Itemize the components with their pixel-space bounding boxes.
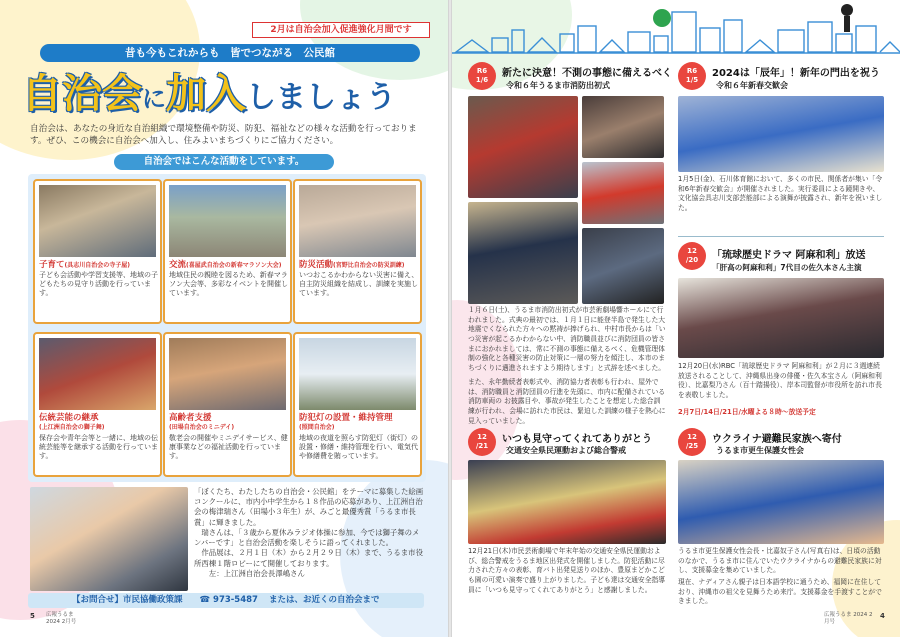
article-body: 12月21日(木)市民芸術劇場で年末年始の交通安全県民運動および、総合警戒をうるま地区出発式を開催しました。防犯活動に尽力された方々の表彰、育バト出発見送りのほか、豊原まどかこども園の可愛い演奏で盛り上がりました。子ども達は交通安全指導員に「いつも見守ってくれてありがとう」と感謝しました。 bbox=[468, 547, 666, 594]
activity-title: 交流(喜屋武自治会の新春マラソン大会) bbox=[169, 260, 282, 270]
activity-photo-streetlight bbox=[299, 338, 416, 410]
left-page bbox=[0, 0, 448, 637]
activity-photo-elderly bbox=[169, 338, 286, 410]
award-story-p1: 「ぼくたち、わたしたちの自治会・公民館」をテーマに募集した絵画コンクールに、市内小中学生から１８作品の応募があり、上江洲自治会の梅津瑞さん（田場小３年生）が、みごと最優秀賞「うるま市長賞」に輝きました。 bbox=[194, 487, 424, 527]
award-story-caption: 左：上江洲自治会長澤嶋さん bbox=[208, 568, 305, 578]
activity-photo-tradition bbox=[39, 338, 156, 410]
article-title: 新たに決意！不測の事態に備えるべく bbox=[502, 68, 672, 79]
article-date-badge: R6 1/6 bbox=[468, 62, 496, 90]
article-title: いつも見守ってくれてありがとう bbox=[502, 434, 652, 445]
award-photo bbox=[30, 487, 188, 591]
article-body: うるま市更生保護女性会長・比嘉奴子さん(写真右)は、日頃の活動のなかで、うるま市に住んでいたウクライナからの避難民家族に対し、支援募金を集めていました。 bbox=[678, 547, 882, 575]
fire-photo-parade bbox=[468, 96, 578, 198]
fire-photo-officers bbox=[468, 202, 578, 304]
footer-right: 広報うるま 2024 2月号 bbox=[824, 612, 873, 626]
activity-subtitle: (具志川自治会の寺子屋) bbox=[64, 262, 131, 269]
ukraine-photo bbox=[678, 460, 884, 544]
article-title: ウクライナ避難民家族へ寄付 bbox=[712, 434, 842, 445]
fire-photo-audience bbox=[582, 228, 664, 304]
new-year-photo bbox=[678, 96, 884, 172]
article-body: １月６日(土)、うるま市消防出初式が市芸術劇場響ホールにて行われました。式典の最初では、１月１日に能登半島で発生した大地震でくなられた方々への黙祷が捧げられ、中村市長からは「いつ災害が起こるかわからない中、消防職員並びに消防団員の皆さまにおかれましては、常に不測の事態に備えるべく、危機管理体制の強化と各種災害の防止対策に一層の努力を傾注し、本市のまちづくりに邁進されますよう期待します」と式辞を述べました。 bbox=[468, 306, 666, 372]
activity-subtitle: (照間自治会) bbox=[299, 424, 335, 431]
activity-photo-exchange bbox=[169, 185, 286, 257]
headline-part3: 加入 bbox=[166, 71, 246, 117]
activity-title: 高齢者支援 bbox=[169, 413, 212, 423]
activity-card-elderly bbox=[163, 332, 292, 477]
headline-part4: しましょう bbox=[246, 80, 396, 115]
activity-desc: いつおこるかわからない災害に備え、自主防災組織を結成し、訓練を実施しています。 bbox=[299, 271, 419, 298]
article-note: 2月7日/14日/21日/水曜よる８時〜放送予定 bbox=[678, 408, 816, 416]
activity-title: 子育て(具志川自治会の寺子屋) bbox=[39, 260, 131, 270]
traffic-photo bbox=[468, 460, 666, 544]
activity-card-childcare bbox=[33, 179, 162, 324]
award-story bbox=[194, 487, 424, 579]
divider bbox=[678, 236, 884, 237]
fire-photo-truck bbox=[582, 162, 664, 224]
drama-photo bbox=[678, 278, 884, 358]
activity-title: 伝統芸能の継承 bbox=[39, 413, 99, 423]
footer-left: 広報うるま 2024 2月号 bbox=[46, 612, 77, 626]
activity-photo-childcare bbox=[39, 185, 156, 257]
activity-card-exchange bbox=[163, 179, 292, 324]
article-subtitle: 令和６年新春交歓会 bbox=[716, 81, 788, 90]
article-body-2: 現在、ナディアさん親子は日本語学校に通うため、福岡に在住しており、沖縄市の祖父を見舞うため来庁。支援募金を手渡すことができました。 bbox=[678, 578, 882, 606]
article-body: 12月20日(水)RBC「琉球歴史ドラマ 阿麻和利」が２月に３週連続放送されることして、沖縄県出身の俳優・佐久本宝さん（阿麻和利役）、比嘉梨乃さん（百十踏揚役）、岸本司監督が市役所を訪れ市長を表敬しました。 bbox=[678, 362, 882, 399]
article-subtitle: 令和６年うるま市消防出初式 bbox=[506, 81, 610, 90]
headline bbox=[22, 66, 432, 122]
page-number-right: 4 bbox=[880, 612, 885, 620]
activity-title: 防犯灯の設置・維持管理 bbox=[299, 413, 393, 423]
contact-rest: または、お近くの自治会まで bbox=[268, 595, 380, 605]
award-story-p3: 作品展は、２月１日（木）から２月２９日（木）まで、うるま市役所西棟１階ロビーにて開催しております。 bbox=[194, 548, 423, 568]
headline-part1: 自治会 bbox=[22, 71, 142, 117]
activity-photo-disaster bbox=[299, 185, 416, 257]
activity-desc: 地域の夜道を照らす防犯灯（街灯）の設置・修繕・維持管理を行い、電気代や修繕費を賄っています。 bbox=[299, 434, 418, 461]
contact-label: 【お問合せ】市民協働政策課 bbox=[72, 595, 183, 605]
activity-subtitle: (田場自治会のミニデイ) bbox=[169, 424, 235, 431]
award-story-p2: 瑞さんは、「３歳から夏休みラジオ体操に参加、今では獅子舞のメンバーです」と自治会活動を楽しそうに語ってくれました。 bbox=[194, 527, 420, 548]
article-body-2: また、永年勤続者表彰式や、消防協力者表彰も行われ、屋外では、消防職員と消防団員の行進を先頭に、市内に配備されている消防車両の お披露目や、事故が発生したことを想定した総合訓練が行われ、会場に訪れた市民は、緊迫した訓練の様子を熱心に見入っていました。 bbox=[468, 378, 666, 425]
right-page bbox=[452, 0, 900, 637]
article-subtitle: 「肝高の阿麻和利」7代目の佐久本さん主演 bbox=[712, 263, 862, 272]
article-title: 2024は「辰年」！新年の門出を祝う bbox=[712, 68, 880, 79]
intro-text: 自治会は、あなたの身近な自治組織で環境整備や防災、防犯、福祉などの様々な活動を行っております。ぜひ、この機会に自治会へ加入し、住みよいまちづくりにご協力ください。 bbox=[30, 124, 417, 146]
article-subtitle: 交通安全県民運動および総合警戒 bbox=[506, 446, 626, 455]
activity-subtitle: (上江洲自治会の獅子舞) bbox=[39, 424, 105, 431]
activity-title: 防災活動(宮野比自治会の防災訓練) bbox=[299, 260, 405, 270]
activities-heading: 自治会ではこんな活動をしています。 bbox=[114, 154, 334, 170]
activity-desc: 保存会や青年会等と一緒に、地域の伝統芸能等を継承する活動を行っています。 bbox=[39, 434, 158, 461]
article-date-badge: 12 /20 bbox=[678, 242, 706, 270]
activity-card-disaster bbox=[293, 179, 422, 324]
fire-photo-hose bbox=[582, 96, 664, 158]
headline-part2: に bbox=[142, 85, 166, 113]
contact-bar bbox=[28, 593, 424, 608]
article-subtitle: うるま市更生保護女性会 bbox=[716, 446, 804, 455]
page-number-left: 5 bbox=[30, 612, 35, 620]
tagline-banner: 昔も今もこれからも 皆でつながる 公民館 bbox=[40, 44, 420, 62]
activity-subtitle: (宮野比自治会の防災訓練) bbox=[333, 262, 405, 269]
contact-phone: ☎ 973-5487 bbox=[199, 595, 258, 605]
activity-desc: 敬老会の開催やミニデイサービス、健康事業などの福祉活動を行っています。 bbox=[169, 434, 288, 461]
article-date-badge: 12 /21 bbox=[468, 428, 496, 456]
activity-subtitle: (喜屋武自治会の新春マラソン大会) bbox=[186, 262, 282, 269]
activity-card-streetlight bbox=[293, 332, 422, 477]
activity-desc: 地域住民の親睦を図るため、新春マラソン大会等、多彩なイベントを開催しています。 bbox=[169, 271, 288, 298]
article-date-badge: 12 /25 bbox=[678, 428, 706, 456]
activity-desc: 子ども会活動や学習支援等、地域の子どもたちの見守り活動を行っています。 bbox=[39, 271, 158, 298]
activity-card-tradition bbox=[33, 332, 162, 477]
article-date-badge: R6 1/5 bbox=[678, 62, 706, 90]
city-skyline-illustration bbox=[452, 0, 900, 58]
article-title: 「琉球歴史ドラマ 阿麻和利」放送 bbox=[712, 250, 866, 261]
month-banner: 2月は自治会加入促進強化月間です bbox=[252, 22, 430, 38]
article-body: 1月5日(金)、石川体育館において、多くの市民、関係者が集い「令和6年新春交歓会」が開催されました。実行委員による鏡開きや、文化協会具志川支部芸能部による演舞が披露され、新年を祝いました。 bbox=[678, 175, 883, 212]
